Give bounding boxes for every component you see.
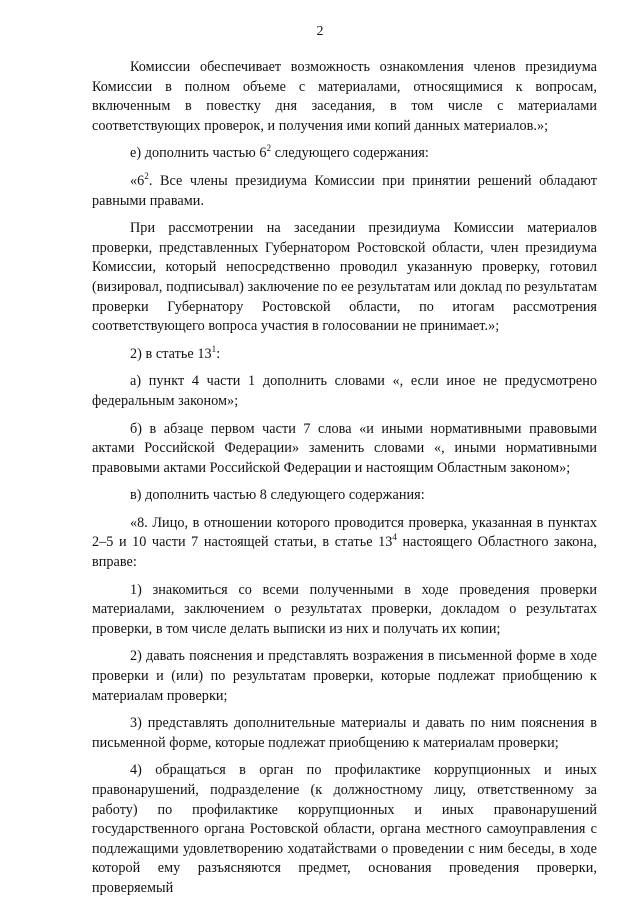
paragraph: в) дополнить частью 8 следующего содержания:: [130, 487, 425, 504]
paragraph: [92, 514, 597, 573]
paragraph: При рассмотрении на заседании президиума Комиссии материалов проверки, представленных Губернатором Ростовской области, член президиума Комиссии, который непосредственно проводил указанную проверку, готовил (визировал, подписывал) заключение по ее результатам или доклад по результатам проверки Губернатору Ростовской области, по итогам рассмотрения соответствующего вопроса участия в голосовании не принимает.»;: [92, 220, 597, 335]
paragraph: б) в абзаце первом части 7 слова «и иными нормативными правовыми актами Российской Федерации» заменить словами «, иными нормативными правовыми актами Российской Федерации и настоящим Областным законом»;: [92, 420, 597, 476]
paragraph: 4) обращаться в орган по профилактике коррупционных и иных правонарушений, подразделение (к должностному лицу, ответственному за работу) по профилактике коррупционных и иных правонарушений государственного органа Ростовской области, органа местного самоуправления с подлежащими удовлетворению ходатайствами о проведении с ним беседы, в ходе которой ему разъясняются предмет, основания проведения проверки, проверяемый: [92, 762, 597, 896]
paragraph: [92, 345, 597, 365]
superscript: 2: [144, 170, 149, 181]
paragraph-text: следующего содержания:: [271, 145, 429, 162]
superscript: 1: [211, 343, 217, 354]
paragraph: [92, 144, 597, 164]
paragraph-text: . Все члены президиума Комиссии при принятии решений обладают равными правами.: [92, 172, 597, 209]
paragraph-text: е) дополнить частью 6: [130, 145, 267, 162]
page-number: 2: [316, 24, 324, 39]
paragraph-text: 2) в статье 13: [130, 345, 212, 362]
paragraph: Комиссии обеспечивает возможность ознакомления членов президиума Комиссии в полном объеме с материалами, относящимися к вопросам, включенным в повестку дня заседания, в том числе с материалами соответствующих проверок, и получения ими копий данных материалов.»;: [92, 59, 597, 134]
paragraph-text: :: [216, 345, 221, 362]
superscript: 4: [392, 532, 397, 543]
superscript: 2: [266, 143, 272, 154]
paragraph-text: «6: [130, 172, 145, 189]
paragraph-text: «8. Лицо, в отношении которого проводится проверка, указанная в пунктах 2–5 и 10 части 7 настоящей статьи, в статье 13: [92, 514, 597, 551]
paragraph: а) пункт 4 части 1 дополнить словами «, если иное не предусмотрено федеральным законом»;: [92, 373, 597, 409]
paragraph: 2) давать пояснения и представлять возражения в письменной форме в ходе проверки и (или) по результатам проверки, которые подлежат приобщению к материалам проверки;: [92, 648, 597, 704]
paragraph-text: настоящего Областного закона, вправе:: [92, 534, 597, 571]
document-body: [92, 58, 597, 899]
paragraph: 3) представлять дополнительные материалы и давать по ним пояснения в письменной форме, которые подлежат приобщению к материалам проверки;: [92, 715, 597, 751]
paragraph: 1) знакомиться со всеми полученными в ходе проведения проверки материалами, заключением о результатах проверки, докладом о результатах проверки, в том числе делать выписки из них и получать их копии;: [92, 581, 597, 637]
paragraph: [92, 172, 597, 211]
